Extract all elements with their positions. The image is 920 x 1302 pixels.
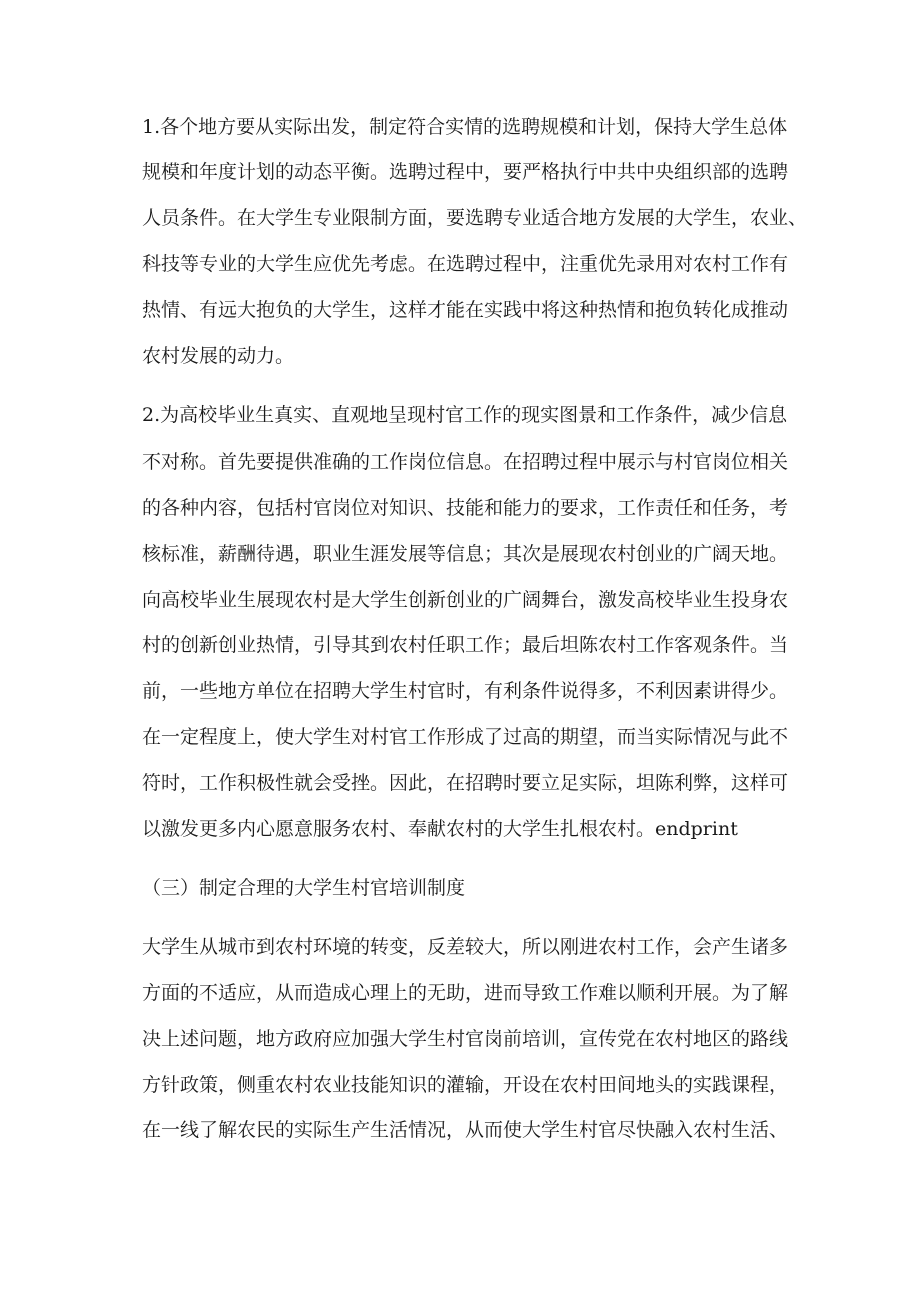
paragraph-1-line-3: 人员条件。在大学生专业限制方面，要选聘专业适合地方发展的大学生，农业、 [142, 207, 808, 229]
paragraph-1-line-1: 1.各个地方要从实际出发，制定符合实情的选聘规模和计划，保持大学生总体 [142, 116, 788, 138]
paragraph-2-line-6: 村的创新创业热情，引导其到农村任职工作；最后坦陈农村工作客观条件。当 [142, 634, 789, 656]
paragraph-2-line-5: 向高校毕业生展现农村是大学生创新创业的广阔舞台，激发高校毕业生投身农 [142, 589, 789, 611]
paragraph-2-line-9: 符时，工作积极性就会受挫。因此，在招聘时要立足实际，坦陈利弊，这样可 [142, 772, 789, 794]
paragraph-2-line-10: 以激发更多内心愿意服务农村、奉献农村的大学生扎根农村。endprint [142, 818, 738, 840]
paragraph-1-line-6: 农村发展的动力。 [142, 345, 295, 367]
paragraph-1-line-2: 规模和年度计划的动态平衡。选聘过程中，要严格执行中共中央组织部的选聘 [142, 161, 789, 183]
paragraph-3-line-1: 大学生从城市到农村环境的转变，反差较大，所以刚进农村工作，会产生诸多 [142, 936, 789, 958]
paragraph-1-line-4: 科技等专业的大学生应优先考虑。在选聘过程中，注重优先录用对农村工作有 [142, 253, 789, 275]
paragraph-3-line-5: 在一线了解农民的实际生产生活情况，从而使大学生村官尽快融入农村生活、 [142, 1119, 789, 1141]
paragraph-2-line-3: 的各种内容，包括村官岗位对知识、技能和能力的要求，工作责任和任务，考 [142, 497, 789, 519]
paragraph-2-line-7: 前，一些地方单位在招聘大学生村官时，有利条件说得多，不利因素讲得少。 [142, 680, 789, 702]
paragraph-3-line-2: 方面的不适应，从而造成心理上的无助，进而导致工作难以顺利开展。为了解 [142, 982, 789, 1004]
paragraph-2-line-1: 2.为高校毕业生真实、直观地呈现村官工作的现实图景和工作条件，减少信息 [142, 404, 788, 426]
paragraph-2-line-4: 核标准，薪酬待遇，职业生涯发展等信息；其次是展现农村创业的广阔天地。 [142, 543, 789, 565]
paragraph-2-line-8: 在一定程度上，使大学生对村官工作形成了过高的期望，而当实际情况与此不 [142, 726, 789, 748]
section-heading: （三）制定合理的大学生村官培训制度 [142, 877, 466, 899]
paragraph-3-line-4: 方针政策，侧重农村农业技能知识的灌输，开设在农村田间地头的实践课程， [142, 1074, 789, 1096]
paragraph-2-line-2: 不对称。首先要提供准确的工作岗位信息。在招聘过程中展示与村官岗位相关 [142, 451, 789, 473]
paragraph-3-line-3: 决上述问题，地方政府应加强大学生村官岗前培训，宣传党在农村地区的路线 [142, 1028, 789, 1050]
paragraph-1-line-5: 热情、有远大抱负的大学生，这样才能在实践中将这种热情和抱负转化成推动 [142, 299, 789, 321]
